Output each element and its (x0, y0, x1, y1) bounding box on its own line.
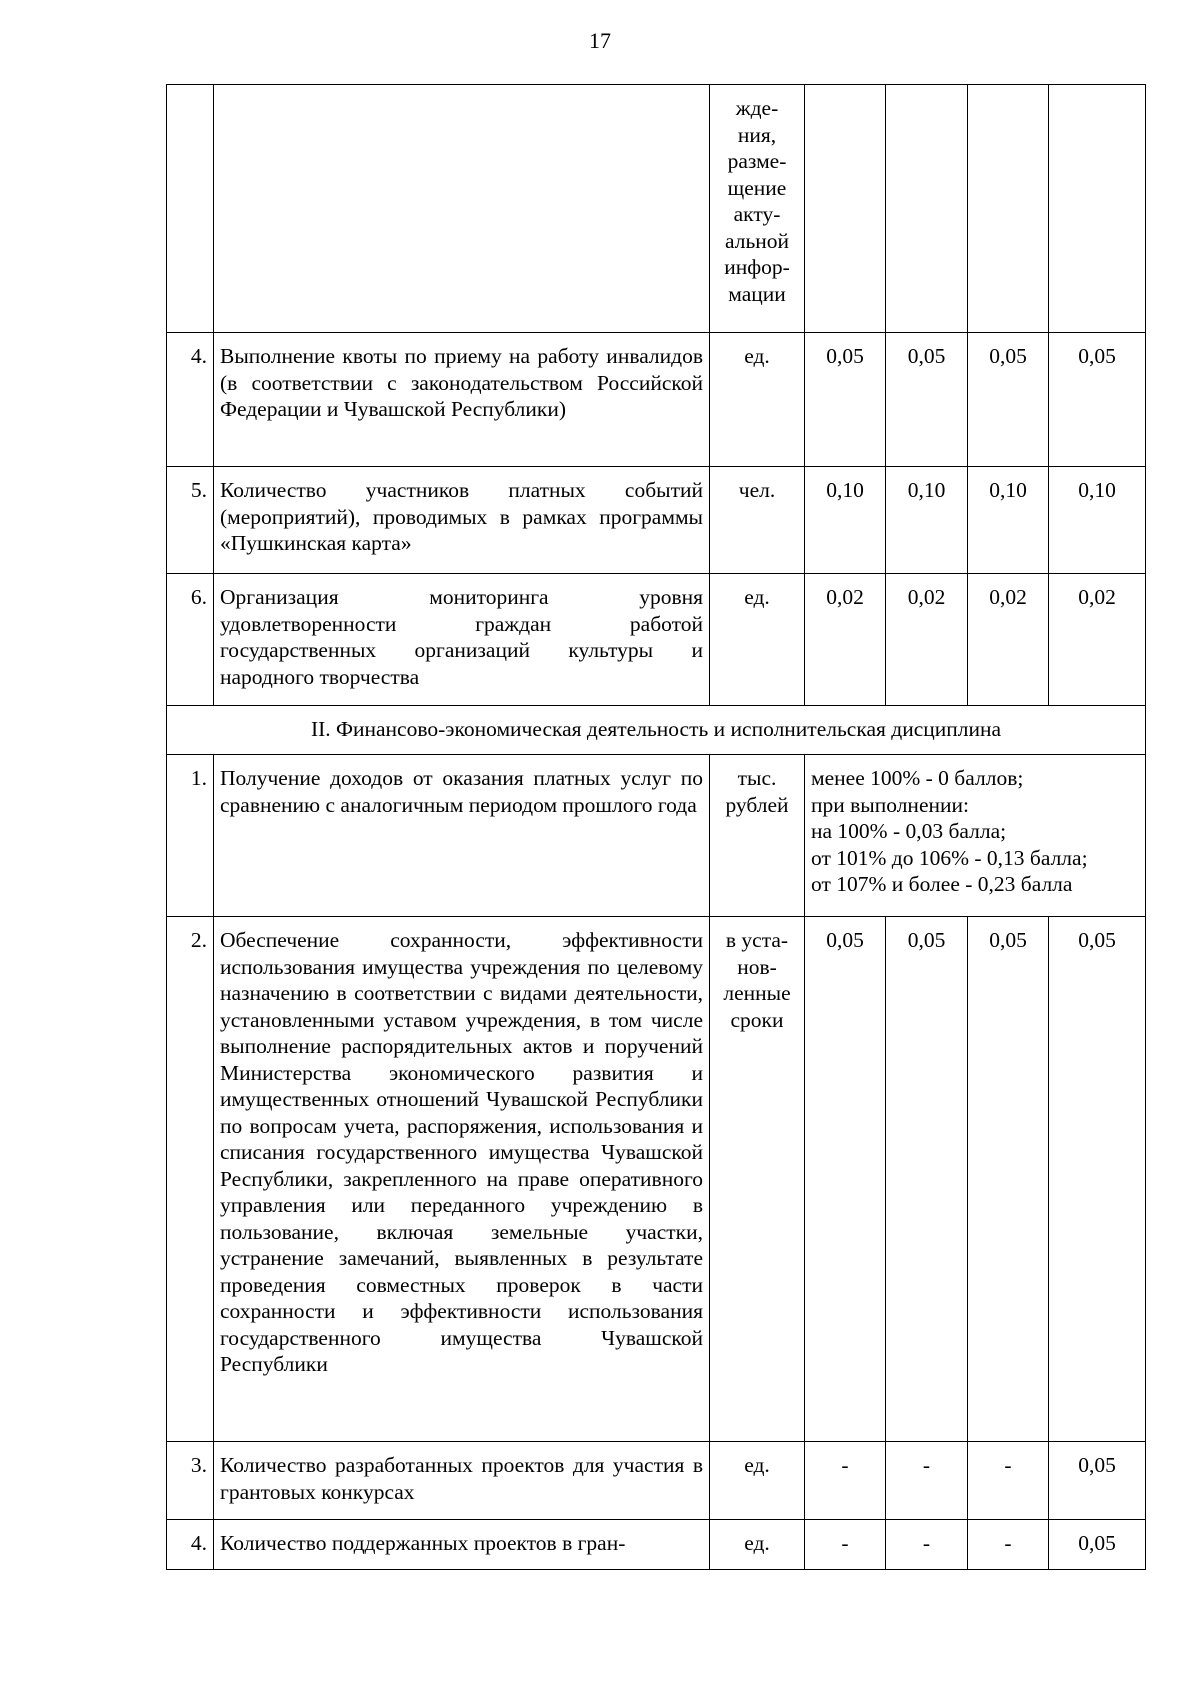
unit-line: нов- (737, 954, 777, 979)
description-cell: Обеспечение сохранности, эффективности использования имущества учреждения по целевому назначению в соответствии с видами деятельности, установленными уставом учреждения, в том числе выполнение распорядительных актов и поручений Министерства экономического развития и имущественных отношений Чувашской Республики по вопросам учета, распоряжения, использования и списания государственного имущества Чувашской Республики, закрепленного на праве оперативного управления или переданного учреждению в пользование, включая земельные участки, устранение замечаний, выявленных в результате проведения совместных проверок в части сохранности и эффективности использования государственного имущества Чувашской Республики (214, 917, 710, 1442)
value-cell: 0,02 (886, 574, 968, 706)
value-cell: 0,10 (968, 467, 1049, 574)
value-cell: 0,05 (1049, 1442, 1146, 1520)
table-row (167, 574, 1146, 706)
criteria-line: от 101% до 106% - 0,13 балла; (811, 845, 1088, 870)
unit-line: альной (724, 228, 790, 253)
value-cell: 0,05 (805, 917, 886, 1442)
value-cell (1049, 85, 1146, 333)
table-row (167, 1520, 1146, 1570)
value-cell: 0,05 (1049, 333, 1146, 467)
value-cell: 0,05 (886, 917, 968, 1442)
criteria-line: при выполнении: (811, 792, 969, 817)
unit-line: в уста- (725, 928, 789, 952)
unit-line: ния, (737, 122, 777, 147)
row-number-cell: 4. (167, 333, 214, 467)
unit-cell (710, 85, 805, 333)
value-cell: - (805, 1442, 886, 1520)
table-row (167, 917, 1146, 1442)
unit-line: щение (727, 175, 787, 200)
unit-line: ленные (723, 981, 791, 1005)
section-header-row (167, 706, 1146, 755)
value-cell: - (968, 1520, 1049, 1570)
row-number-cell (167, 85, 214, 333)
table-row (167, 1442, 1146, 1520)
description-cell: Получение доходов от оказания платных услуг по сравнению с аналогичным периодом прошлого года (214, 755, 710, 917)
table-row (167, 333, 1146, 467)
unit-cell: ед. (710, 1520, 805, 1570)
unit-line: тыс. (737, 766, 777, 790)
value-cell: 0,05 (968, 917, 1049, 1442)
value-cell: 0,10 (805, 467, 886, 574)
row-number-cell: 3. (167, 1442, 214, 1520)
value-cell: - (968, 1442, 1049, 1520)
table-row-continuation (167, 85, 1146, 333)
description-cell (214, 85, 710, 333)
value-cell: - (886, 1442, 968, 1520)
value-cell (886, 85, 968, 333)
scoring-criteria-cell (805, 755, 1146, 917)
description-cell: Организация мониторинга уровня удовлетворенности граждан работой государственных организаций культуры и народного творчества (214, 574, 710, 706)
table-row (167, 755, 1146, 917)
unit-line: разме- (727, 149, 787, 173)
row-number-cell: 1. (167, 755, 214, 917)
value-cell: - (805, 1520, 886, 1570)
unit-cell (710, 917, 805, 1442)
value-cell: 0,05 (1049, 917, 1146, 1442)
unit-line: мации (728, 281, 786, 306)
criteria-line: от 107% и более - 0,23 балла (811, 872, 1073, 896)
criteria-table (166, 84, 1146, 1570)
value-cell: 0,10 (886, 467, 968, 574)
value-cell: 0,02 (968, 574, 1049, 706)
value-cell: 0,05 (968, 333, 1049, 467)
value-cell: 0,05 (886, 333, 968, 467)
unit-line: рублей (725, 792, 789, 817)
value-cell (968, 85, 1049, 333)
criteria-line: менее 100% - 0 баллов; (811, 766, 1024, 790)
unit-cell: чел. (710, 467, 805, 574)
description-cell: Выполнение квоты по приему на работу инвалидов (в соответствии с законодательством Российской Федерации и Чувашской Республики) (214, 333, 710, 467)
row-number-cell: 4. (167, 1520, 214, 1570)
value-cell: 0,05 (805, 333, 886, 467)
row-number-cell: 2. (167, 917, 214, 1442)
unit-cell: ед. (710, 574, 805, 706)
section-title: II. Финансово-экономическая деятельность и исполнительская дисциплина (167, 706, 1146, 755)
row-number-cell: 5. (167, 467, 214, 574)
unit-cell: ед. (710, 333, 805, 467)
value-cell: 0,05 (1049, 1520, 1146, 1570)
unit-cell: ед. (710, 1442, 805, 1520)
page-number: 17 (589, 28, 611, 53)
criteria-line: на 100% - 0,03 балла; (811, 819, 1007, 843)
value-cell: 0,02 (805, 574, 886, 706)
unit-line: инфор- (724, 255, 790, 279)
table-row (167, 467, 1146, 574)
value-cell: 0,10 (1049, 467, 1146, 574)
unit-line: акту- (733, 202, 781, 226)
description-cell: Количество участников платных событий (мероприятий), проводимых в рамках программы «Пушкинская карта» (214, 467, 710, 574)
description-cell: Количество разработанных проектов для участия в грантовых конкурсах (214, 1442, 710, 1520)
value-cell (805, 85, 886, 333)
unit-cell (710, 755, 805, 917)
unit-line: сроки (730, 1007, 784, 1032)
description-cell: Количество поддержанных проектов в гран- (214, 1520, 710, 1570)
row-number-cell: 6. (167, 574, 214, 706)
value-cell: 0,02 (1049, 574, 1146, 706)
unit-line: жде- (735, 96, 779, 120)
value-cell: - (886, 1520, 968, 1570)
